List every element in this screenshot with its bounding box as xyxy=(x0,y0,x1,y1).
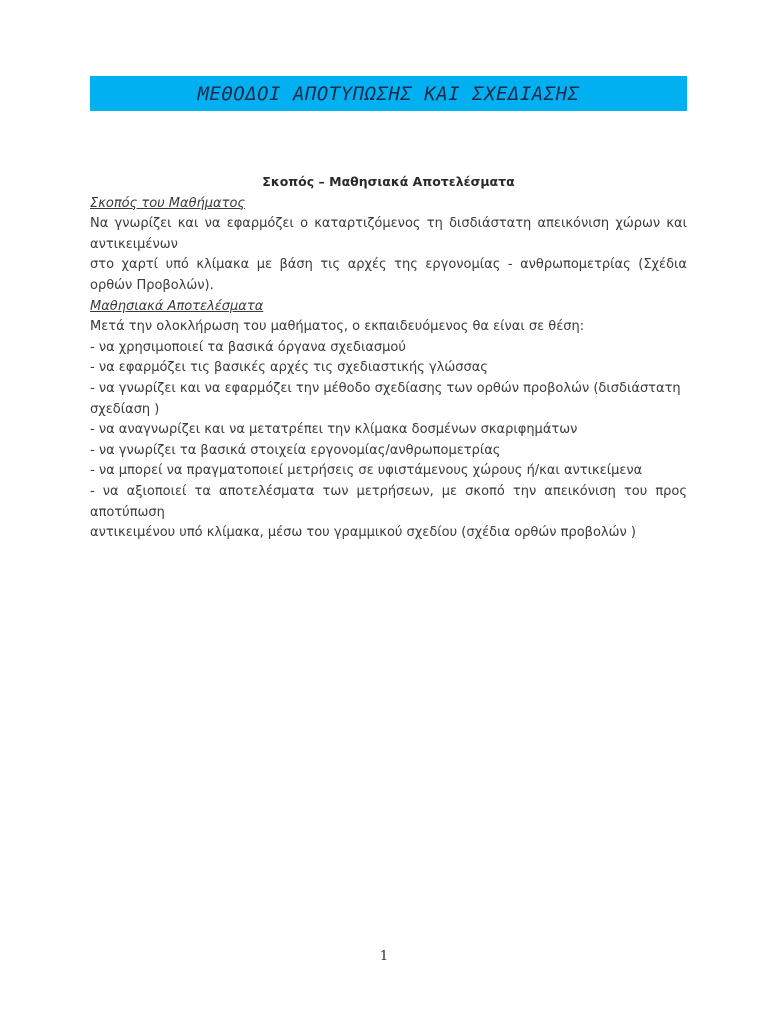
section-heading: Σκοπός – Μαθησιακά Αποτελέσματα xyxy=(262,174,515,189)
purpose-paragraph-1: Να γνωρίζει και να εφαρμόζει ο καταρτιζόμενος τη δισδιάστατη απεικόνιση χώρων και αντικειμένων xyxy=(90,216,687,252)
document-title: ΜΕΘΟΔΟΙ ΑΠΟΤΥΠΩΣΗΣ ΚΑΙ ΣΧΕΔΙΑΣΗΣ xyxy=(197,82,580,105)
purpose-heading: Σκοπός του Μαθήματος xyxy=(90,195,246,211)
document-content xyxy=(90,172,687,544)
purpose-paragraph-2: στο χαρτί υπό κλίμακα με βάση τις αρχές της εργονομίας - ανθρωπομετρίας (Σχέδια ορθών Προβολών). xyxy=(90,257,687,293)
page-number: 1 xyxy=(379,949,389,964)
outcome-item: - να μπορεί να πραγματοποιεί μετρήσεις σε υφιστάμενους χώρους ή/και αντικείμενα xyxy=(90,463,643,479)
outcome-item: αντικειμένου υπό κλίμακα, μέσω του γραμμικού σχεδίου (σχέδια ορθών προβολών ) xyxy=(90,525,636,541)
outcome-item: - να γνωρίζει και να εφαρμόζει την μέθοδο σχεδίασης των ορθών προβολών (δισδιάστατη xyxy=(90,380,681,396)
title-banner xyxy=(90,76,687,111)
outcome-item: - να εφαρμόζει τις βασικές αρχές τις σχεδιαστικής γλώσσας xyxy=(90,360,488,376)
outcome-item: - να χρησιμοποιεί τα βασικά όργανα σχεδιασμού xyxy=(90,339,406,355)
outcome-item: - να αξιοποιεί τα αποτελέσματα των μετρήσεων, με σκοπό την απεικόνιση του προς αποτύπωση xyxy=(90,483,687,520)
outcomes-heading: Μαθησιακά Αποτελέσματα xyxy=(90,298,264,314)
outcome-item: - να αναγνωρίζει και να μετατρέπει την κλίμακα δοσμένων σκαριφημάτων xyxy=(90,422,578,438)
outcome-item: σχεδίαση ) xyxy=(90,401,160,417)
outcomes-intro: Μετά την ολοκλήρωση του μαθήματος, ο εκπαιδευόμενος θα είναι σε θέση: xyxy=(90,319,585,335)
outcome-item: - να γνωρίζει τα βασικά στοιχεία εργονομίας/ανθρωπομετρίας xyxy=(90,442,501,458)
